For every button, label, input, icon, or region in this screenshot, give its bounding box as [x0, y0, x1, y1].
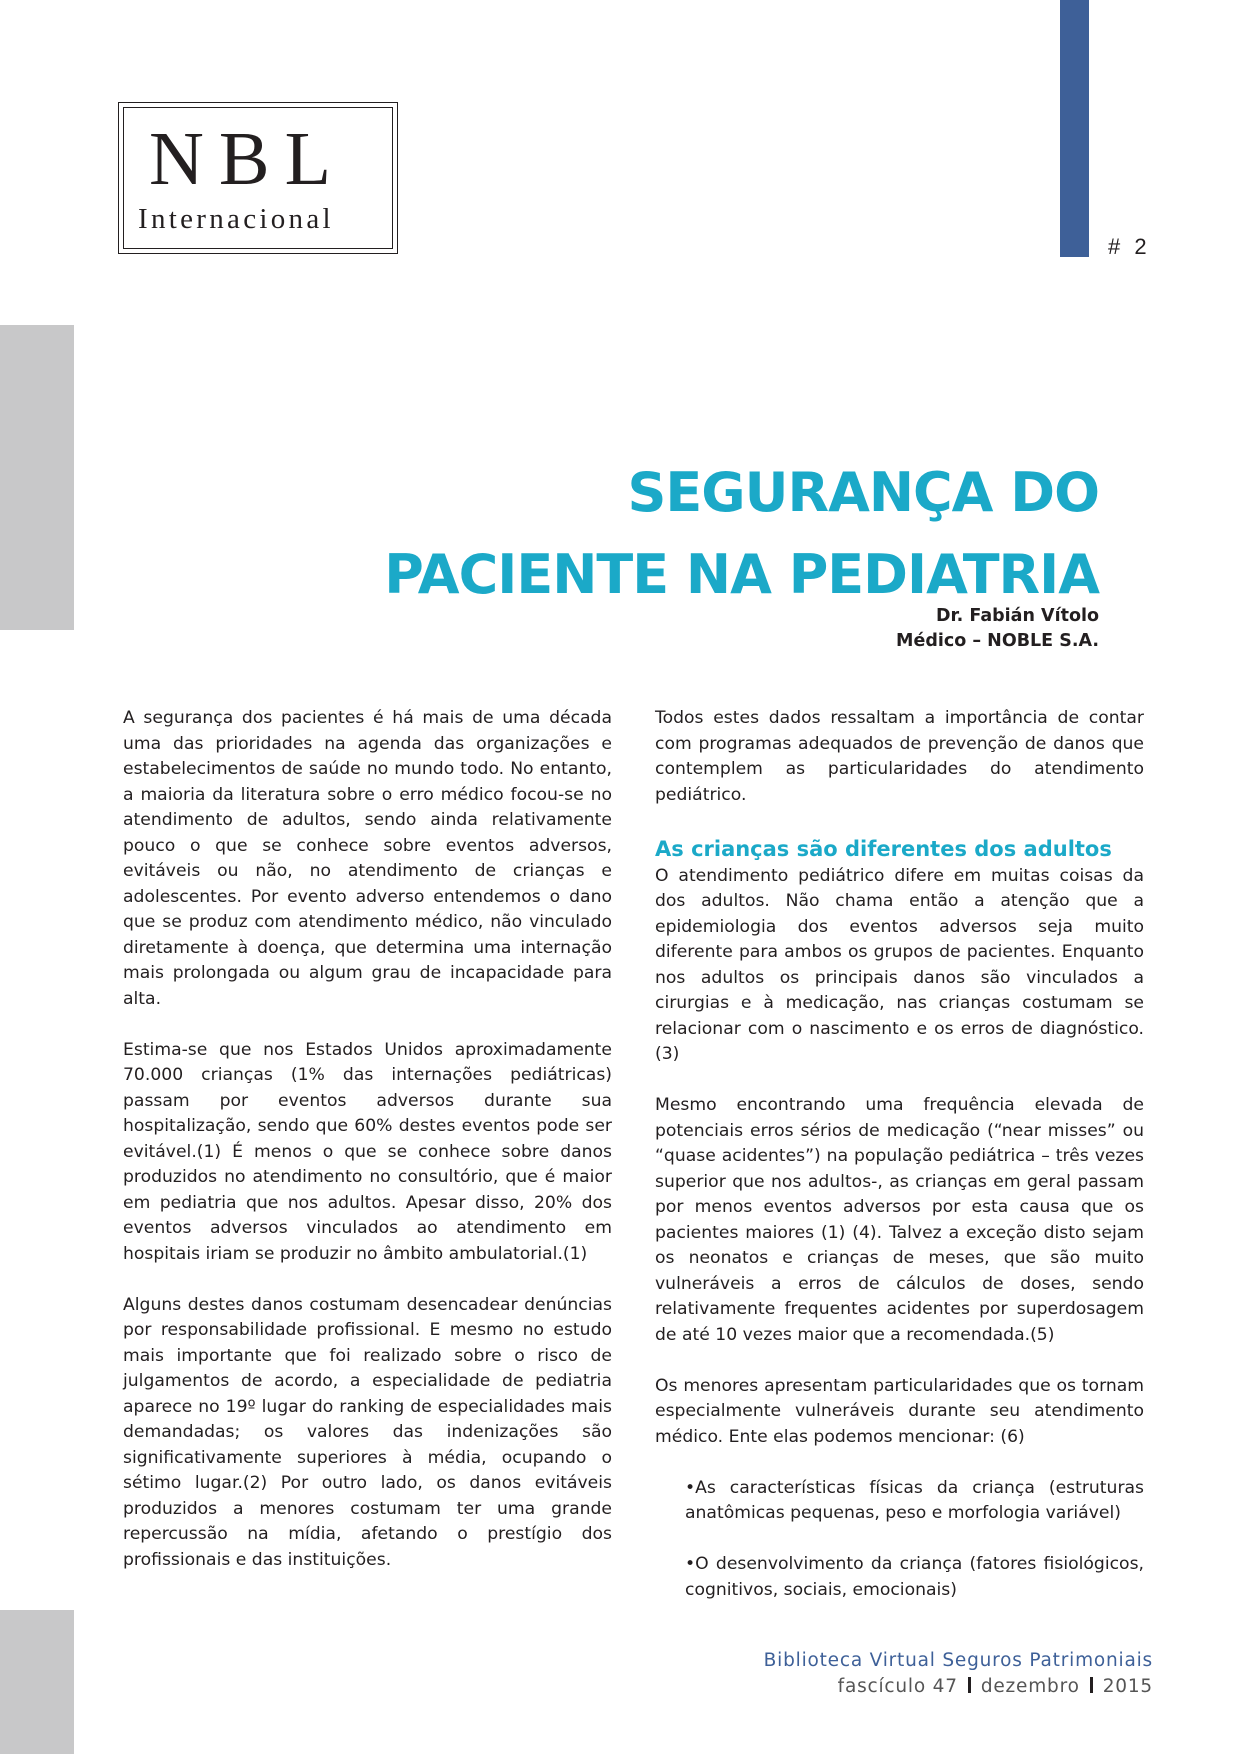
bullet-item: •As características físicas da criança (estruturas anatômicas pequenas, peso e morfologia variável) — [685, 1477, 1144, 1523]
author-block — [896, 604, 1099, 654]
bullet-item: •O desenvolvimento da criança (fatores fisiológicos, cognitivos, sociais, emocionais) — [685, 1554, 1144, 1600]
author-affiliation: Médico – NOBLE S.A. — [896, 631, 1099, 651]
separator — [968, 1677, 971, 1693]
top-accent-bar — [1060, 0, 1089, 257]
separator — [1090, 1677, 1093, 1693]
author-name: Dr. Fabián Vítolo — [936, 606, 1099, 626]
paragraph: Alguns destes danos costumam desencadear denúncias por responsabilidade profissional. E mesmo no estudo mais importante que foi realizado sobre o risco de julgamentos de acordo, a especialidade de pediatria aparece no 19º lugar do ranking de especialidades mais demandadas; os valores das indenizações são significativamente superiores à média, ocupando o sétimo lugar.(2) Por outro lado, os danos evitáveis produzidos a menores costumam ter uma grande repercussão na mídia, afetando o prestígio dos profissionais e das instituições. — [123, 1294, 612, 1570]
title-line-1: SEGURANÇA DO — [627, 461, 1099, 524]
left-column — [123, 706, 612, 1599]
nbl-logo — [118, 102, 398, 254]
logo-subtitle: Internacional — [138, 203, 334, 235]
footer-fascicle: fascículo 47 — [837, 1676, 958, 1697]
paragraph: A segurança dos pacientes é há mais de uma década uma das prioridades na agenda das organizações e estabelecimentos de saúde no mundo todo. No entanto, a maioria da literatura sobre o erro médico focou-se no atendimento de adultos, sendo ainda relativamente pouco o que se conhece sobre eventos adversos, evitáveis ou não, no atendimento de crianças e adolescentes. Por evento adverso entendemos o dano que se produz com atendimento médico, não vinculado diretamente à doença, que determina uma internação mais prolongada ou algum grau de incapacidade para alta. — [123, 708, 612, 1009]
side-decor-bar-top — [0, 325, 74, 630]
paragraph: Mesmo encontrando uma frequência elevada de potenciais erros sérios de medicação (“near misses” ou “quase acidentes”) na população pediátrica – três vezes superior que nos adultos-, as crianças em geral passam por menos eventos adversos por esta causa que os pacientes maiores (1) (4). Talvez a exceção disto sejam os neonatos e crianças de meses, que são muito vulneráveis a erros de cálculos de doses, sendo relativamente frequentes acidentes por superdosagem de até 10 vezes maior que a recomendada.(5) — [655, 1095, 1144, 1345]
section-heading: As crianças são diferentes dos adultos — [655, 836, 1112, 861]
right-column — [655, 706, 1144, 1629]
article-title — [384, 452, 1099, 616]
paragraph: O atendimento pediátrico difere em muitas coisas da dos adultos. Não chama então a atenção que a epidemiologia dos eventos adversos seja muito diferente para ambos os grupos de pacientes. Enquanto nos adultos os principais danos são vinculados a cirurgias e à medicação, nas crianças costumam se relacionar com o nascimento e os erros de diagnóstico. (3) — [655, 865, 1144, 1064]
footer-library: Biblioteca Virtual Seguros Patrimoniais — [763, 1650, 1153, 1671]
paragraph-intro: Todos estes dados ressaltam a importância de contar com programas adequados de prevenção de danos que contemplem as particularidades do atendimento pediátrico. — [655, 708, 1144, 805]
footer-edition — [764, 1674, 1153, 1700]
title-line-2: PACIENTE NA PEDIATRIA — [384, 543, 1099, 606]
issue-number: # 2 — [1108, 234, 1151, 259]
side-decor-bar-bottom — [0, 1610, 74, 1754]
footer-month: dezembro — [980, 1676, 1080, 1697]
logo-wordmark: NBL — [149, 117, 346, 201]
paragraph: Os menores apresentam particularidades que os tornam especialmente vulneráveis durante seu atendimento médico. Ente elas podemos mencionar: (6) — [655, 1375, 1144, 1447]
footer-year: 2015 — [1102, 1676, 1153, 1697]
page-footer — [764, 1648, 1153, 1700]
paragraph: Estima-se que nos Estados Unidos aproximadamente 70.000 crianças (1% das internações pediátricas) passam por eventos adversos durante sua hospitalização, sendo que 60% destes eventos pode ser evitável.(1) É menos o que se conhece sobre danos produzidos no atendimento no consultório, que é maior em pediatria que nos adultos. Apesar disso, 20% dos eventos adversos vinculados ao atendimento em hospitais iriam se produzir no âmbito ambulatorial.(1) — [123, 1039, 612, 1264]
